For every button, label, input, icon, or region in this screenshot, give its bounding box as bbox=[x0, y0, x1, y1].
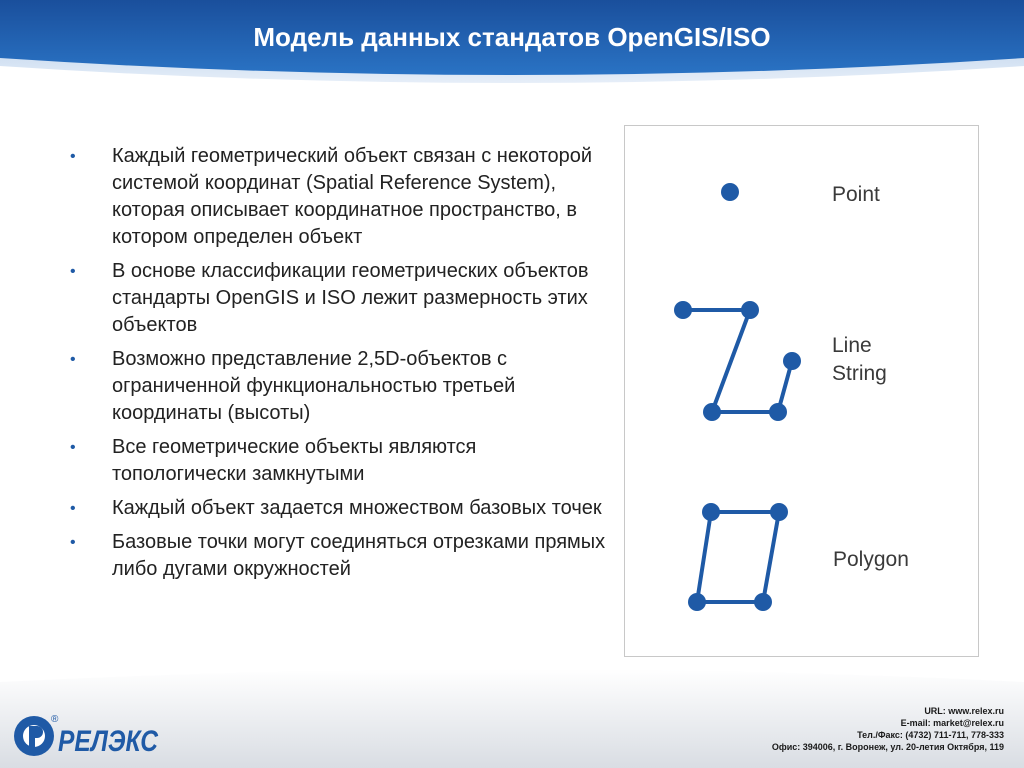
bullet-marker: • bbox=[70, 263, 76, 280]
polygon-label: Polygon bbox=[833, 548, 909, 571]
bullet-text: Возможно представление 2,5D-объектов с ограниченной функциональностью третьей координаты (высоты) bbox=[112, 348, 516, 424]
header-banner bbox=[0, 0, 1024, 110]
bullet-marker: • bbox=[70, 439, 76, 456]
polygon-vertex bbox=[770, 503, 788, 521]
contact-url: URL: www.relex.ru bbox=[924, 706, 1004, 716]
polygon-geometry bbox=[697, 512, 779, 602]
bullet-text: Все геометрические объекты являются топологически замкнутыми bbox=[112, 436, 477, 485]
linestring-geometry bbox=[683, 310, 792, 412]
bullet-text: В основе классификации геометрических объектов стандарты OpenGIS и ISO лежит размерность этих объектов bbox=[112, 260, 589, 336]
bullet-list bbox=[70, 143, 610, 590]
bullet-text: Каждый геометрический объект связан с некоторой системой координат (Spatial Reference System), которая описывает координатное пространство, в котором определен объект bbox=[112, 145, 593, 248]
bullet-item bbox=[70, 346, 610, 427]
contact-office: Офис: 394006, г. Воронеж, ул. 20-летия Октября, 119 bbox=[771, 742, 1004, 752]
bullet-item bbox=[70, 495, 610, 522]
linestring-vertex bbox=[783, 352, 801, 370]
polygon-vertex bbox=[688, 593, 706, 611]
polygon-vertex bbox=[754, 593, 772, 611]
bullet-text: Каждый объект задается множеством базовых точек bbox=[112, 497, 602, 519]
point-geometry bbox=[721, 183, 739, 201]
geometry-types-figure bbox=[624, 125, 979, 657]
bullet-marker: • bbox=[70, 534, 76, 551]
contact-email: E-mail: market@relex.ru bbox=[900, 718, 1004, 728]
bullet-item bbox=[70, 434, 610, 488]
slide-title: Модель данных стандатов OpenGIS/ISO bbox=[253, 22, 771, 52]
contact-info bbox=[772, 705, 1004, 753]
bullet-item bbox=[70, 258, 610, 339]
polygon-vertex bbox=[702, 503, 720, 521]
linestring-vertex bbox=[674, 301, 692, 319]
bullet-marker: • bbox=[70, 500, 76, 517]
geometry-diagram bbox=[625, 126, 980, 658]
relex-logo bbox=[12, 712, 162, 760]
bullet-item bbox=[70, 143, 610, 251]
point-label: Point bbox=[832, 183, 880, 206]
logo-wordmark: РЕЛЭКС bbox=[58, 725, 160, 758]
linestring-vertex bbox=[703, 403, 721, 421]
bullet-marker: • bbox=[70, 351, 76, 368]
bullet-text: Базовые точки могут соединяться отрезками прямых либо дугами окружностей bbox=[112, 531, 606, 580]
linestring-label-line1: Line bbox=[832, 334, 872, 357]
linestring-vertex bbox=[769, 403, 787, 421]
relex-logo-mark bbox=[12, 712, 162, 760]
contact-phone: Тел./Факс: (4732) 711-711, 778-333 bbox=[857, 730, 1004, 740]
bullet-item bbox=[70, 529, 610, 583]
bullet-marker: • bbox=[70, 148, 76, 165]
linestring-vertex bbox=[741, 301, 759, 319]
registered-mark: ® bbox=[51, 714, 59, 725]
linestring-label-line2: String bbox=[832, 362, 887, 385]
